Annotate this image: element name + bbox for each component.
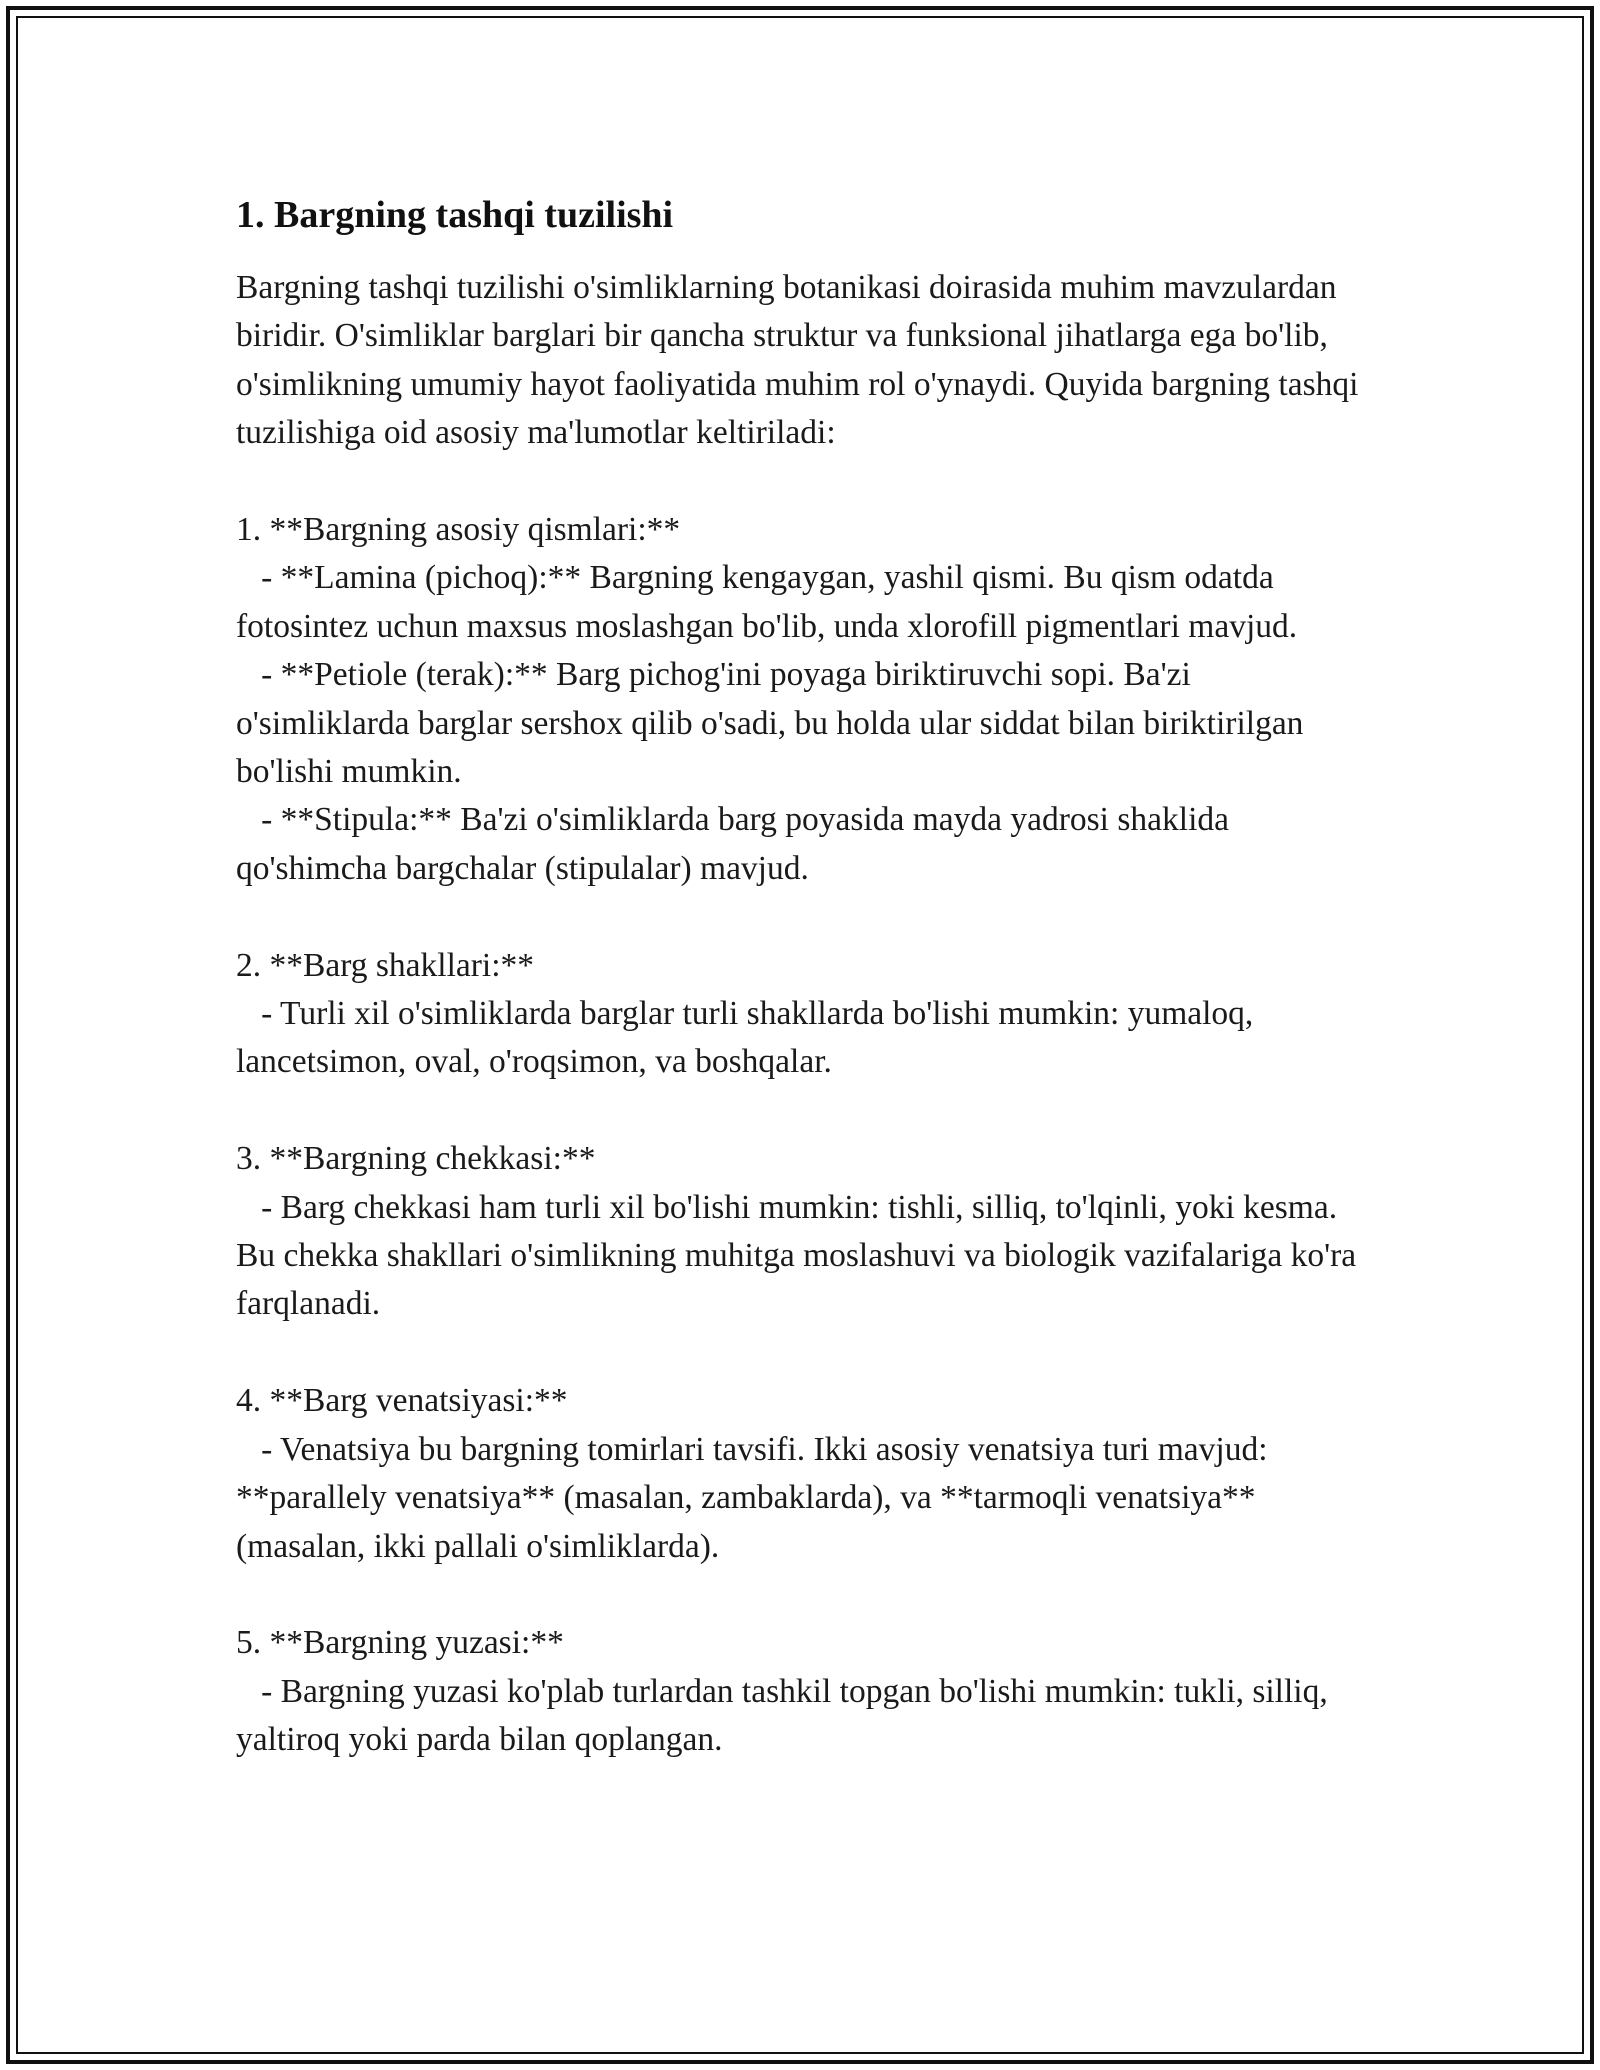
section-heading: 1. Bargning tashqi tuzilishi — [236, 194, 674, 236]
section-2 — [236, 942, 1366, 1087]
paragraph-spacer — [236, 1571, 1366, 1619]
list-item: - Venatsiya bu bargning tomirlari tavsifi. Ikki asosiy venatsiya turi mavjud: **parallely venatsiya** (masalan, zambaklarda), va **tarmoqli venatsiya** (masalan, ikki pallali o'simliklarda). — [236, 1430, 1276, 1565]
list-item: - Bargning yuzasi ko'plab turlardan tashkil topgan bo'lishi mumkin: tukli, silliq, yaltiroq yoki parda bilan qoplangan. — [236, 1672, 1337, 1759]
list-item: - Turli xil o'simliklarda barglar turli shakllarda bo'lishi mumkin: yumaloq, lancetsimon, oval, o'roqsimon, va boshqalar. — [236, 995, 1262, 1081]
list-item: - **Stipula:** Ba'zi o'simliklarda barg poyasida mayda yadrosi shaklida qo'shimcha bargchalar (stipulalar) mavjud. — [236, 801, 1238, 887]
paragraph-spacer — [236, 893, 1366, 941]
paragraph-spacer — [236, 1329, 1366, 1377]
section-4 — [236, 1377, 1366, 1571]
section-title: 2. **Barg shakllari:** — [236, 946, 535, 984]
section-5 — [236, 1619, 1366, 1764]
section-title: 5. **Bargning yuzasi:** — [236, 1624, 564, 1662]
section-1 — [236, 506, 1366, 893]
intro-paragraph: Bargning tashqi tuzilishi o'simliklarning botanikasi doirasida muhim mavzulardan biridir. O'simliklar barglari bir qancha struktur va funksional jihatlarga ega bo'lib, o'simlikning umumiy hayot faoliyatida muhim rol o'ynaydi. Quyida bargning tashqi tuzilishiga oid asosiy ma'lumotlar keltiriladi: — [236, 269, 1367, 452]
section-3 — [236, 1135, 1366, 1329]
paragraph-spacer — [236, 458, 1366, 506]
section-title: 1. **Bargning asosiy qismlari:** — [236, 511, 681, 549]
list-item: - **Lamina (pichoq):** Bargning kengaygan, yashil qismi. Bu qism odatda fotosintez uchun maxsus moslashgan bo'lib, unda xlorofill pigmentlari mavjud. — [236, 559, 1298, 645]
section-title: 4. **Barg venatsiyasi:** — [236, 1382, 568, 1420]
paragraph-spacer — [236, 1087, 1366, 1135]
list-item: - Barg chekkasi ham turli xil bo'lishi mumkin: tishli, silliq, to'lqinli, yoki kesma. Bu chekka shakllari o'simlikning muhitga moslashuvi va biologik vazifalariga ko'ra farqlanadi. — [236, 1188, 1365, 1323]
document-body — [236, 186, 1366, 1765]
section-title: 3. **Bargning chekkasi:** — [236, 1140, 596, 1178]
list-item: - **Petiole (terak):** Barg pichog'ini poyaga biriktiruvchi sopi. Ba'zi o'simliklarda barglar sershox qilib o'sadi, bu holda ular siddat bilan biriktirilgan bo'lishi mumkin. — [236, 656, 1312, 791]
